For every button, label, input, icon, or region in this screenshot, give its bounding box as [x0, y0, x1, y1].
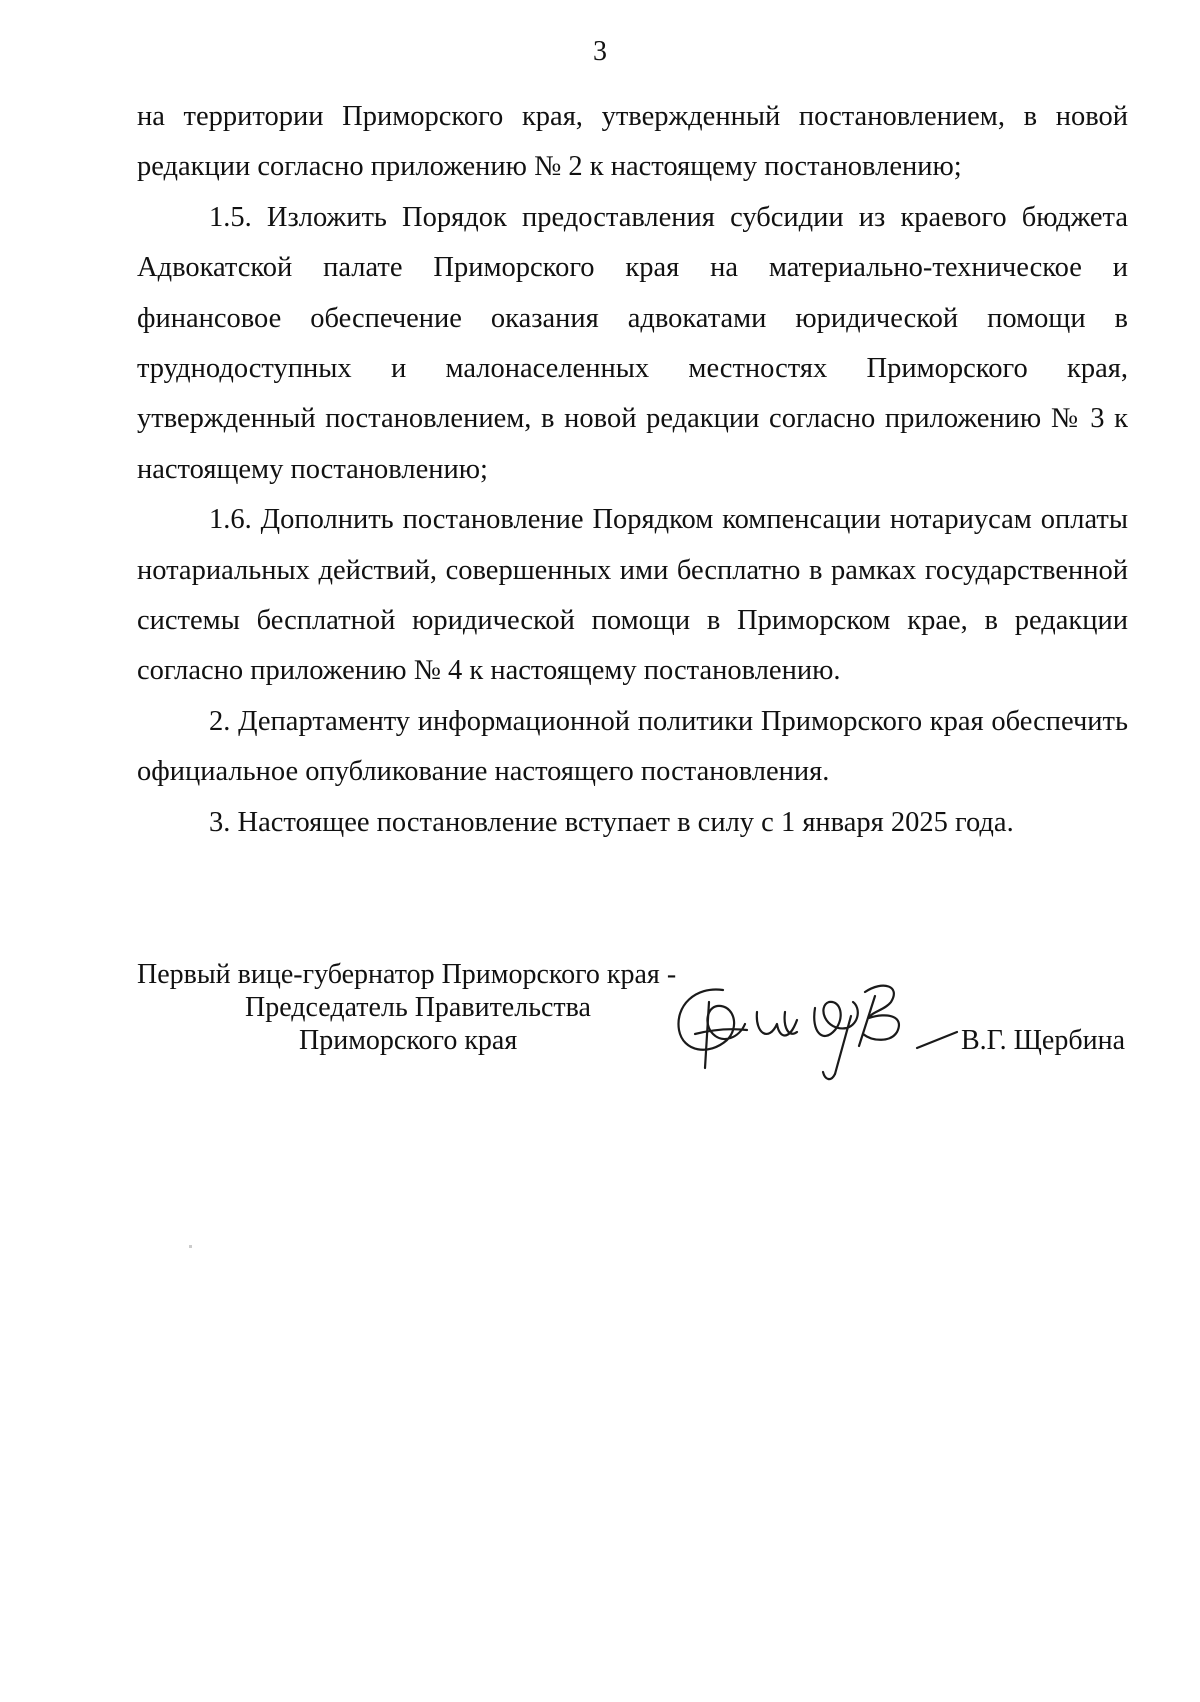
scan-speck: [189, 1245, 192, 1248]
paragraph-item-2: 2. Департаменту информационной политики Приморского края обеспечить официальное опубликование настоящего постановления.: [137, 705, 1128, 788]
paragraph-item-1-6: 1.6. Дополнить постановление Порядком компенсации нотариусам оплаты нотариальных действий, совершенных ими бесплатно в рамках государственной системы бесплатной юридической помощи в Приморском крае, в редакции согласно приложению № 4 к настоящему постановлению.: [137, 504, 1128, 687]
signature-block: [137, 958, 1128, 1098]
page-number: 3: [593, 36, 607, 67]
document-body: [137, 92, 1128, 848]
paragraph-item-3: 3. Настоящее постановление вступает в силу с 1 января 2025 года.: [209, 806, 1014, 838]
paragraph-continuation: на территории Приморского края, утвержденный постановлением, в новой редакции согласно приложению № 2 к настоящему постановлению;: [137, 101, 1128, 183]
signatory-title-line-2: Председатель Правительства: [245, 992, 591, 1023]
signatory-title-line-1: Первый вице-губернатор Приморского края -: [137, 959, 677, 990]
paragraph-item-1-5: 1.5. Изложить Порядок предоставления субсидии из краевого бюджета Адвокатской палате Приморского края на материально-техническое и финансовое обеспечение оказания адвокатами юридической помощи в труднодоступных и малонаселенных местностях Приморского края, утвержденный постановлением, в новой редакции согласно приложению № 3 к настоящему постановлению;: [137, 201, 1128, 485]
signatory-title-line-3: Приморского края: [299, 1025, 518, 1056]
signatory-name: В.Г. Щербина: [960, 1025, 1125, 1056]
